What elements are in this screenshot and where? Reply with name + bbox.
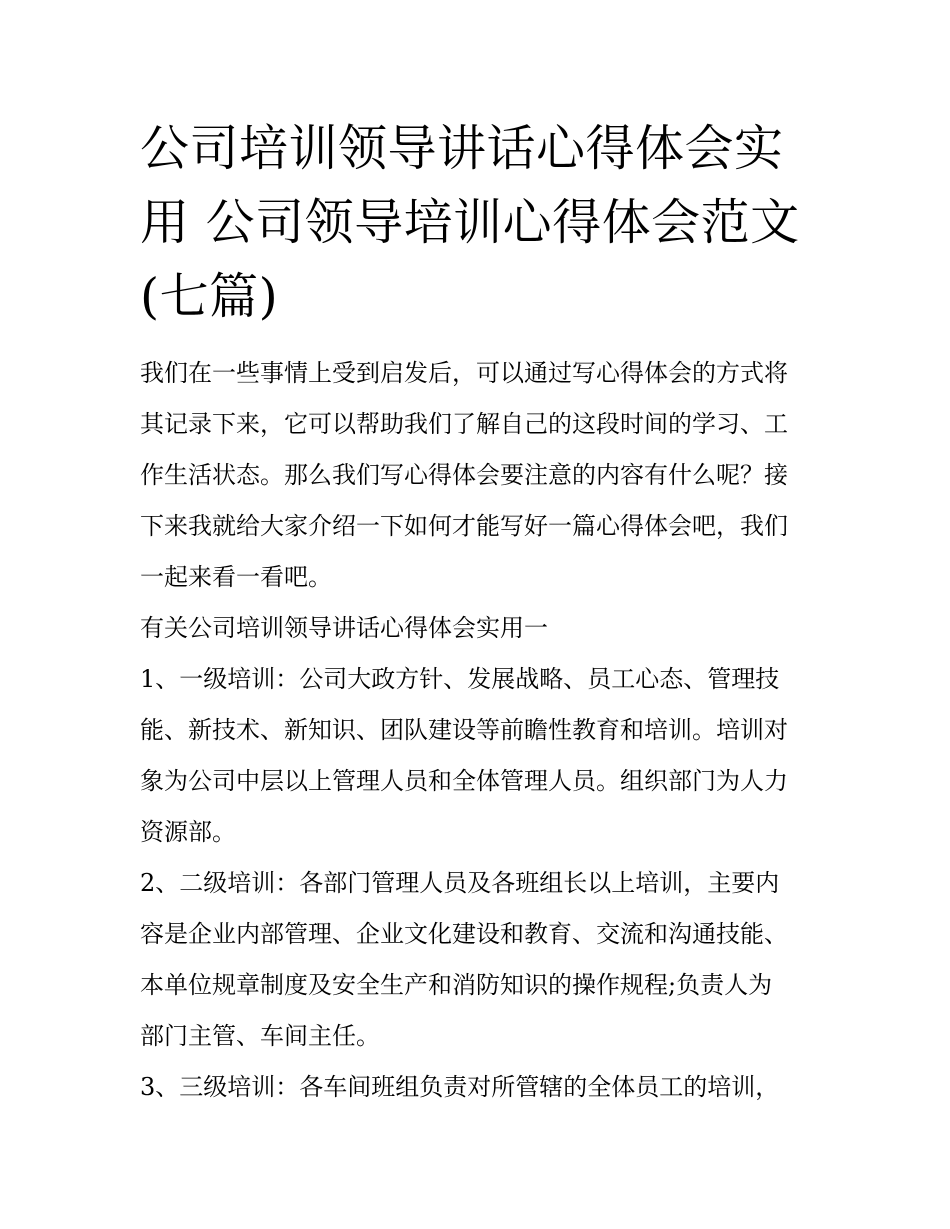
item-2-paragraph	[140, 858, 815, 1062]
document-body	[140, 348, 815, 1113]
text-line: 2、二级培训：各部门管理人员及各班组长以上培训，主要内	[140, 869, 780, 897]
item-1-paragraph	[140, 654, 815, 858]
text-line: 1、一级培训：公司大政方针、发展战略、员工心态、管理技	[140, 665, 780, 693]
intro-paragraph	[140, 348, 815, 603]
text-line: 部门主管、车间主任。	[140, 1022, 380, 1050]
text-line: 本单位规章制度及安全生产和消防知识的操作规程;负责人为	[140, 971, 773, 999]
section-heading	[140, 603, 815, 654]
text-line: 象为公司中层以上管理人员和全体管理人员。组织部门为人力	[140, 767, 788, 795]
text-line: 下来我就给大家介绍一下如何才能写好一篇心得体会吧，我们	[140, 512, 788, 540]
text-line: 3、三级培训：各车间班组负责对所管辖的全体员工的培训，	[140, 1073, 780, 1101]
title-line: (七篇)	[140, 268, 279, 325]
text-line: 资源部。	[140, 818, 236, 846]
item-3-paragraph	[140, 1062, 815, 1113]
text-line: 能、新技术、新知识、团队建设等前瞻性教育和培训。培训对	[140, 716, 788, 744]
document-title	[140, 112, 815, 334]
title-line: 用 公司领导培训心得体会范文	[140, 194, 800, 251]
text-line: 我们在一些事情上受到启发后，可以通过写心得体会的方式将	[140, 359, 788, 387]
text-line: 作生活状态。那么我们写心得体会要注意的内容有什么呢？接	[140, 461, 788, 489]
title-line: 公司培训领导讲话心得体会实	[140, 120, 784, 177]
document-content	[140, 112, 815, 1113]
text-line: 其记录下来，它可以帮助我们了解自己的这段时间的学习、工	[140, 410, 788, 438]
text-line: 容是企业内部管理、企业文化建设和教育、交流和沟通技能、	[140, 920, 788, 948]
text-line: 有关公司培训领导讲话心得体会实用一	[140, 614, 548, 642]
text-line: 一起来看一看吧。	[140, 563, 332, 591]
